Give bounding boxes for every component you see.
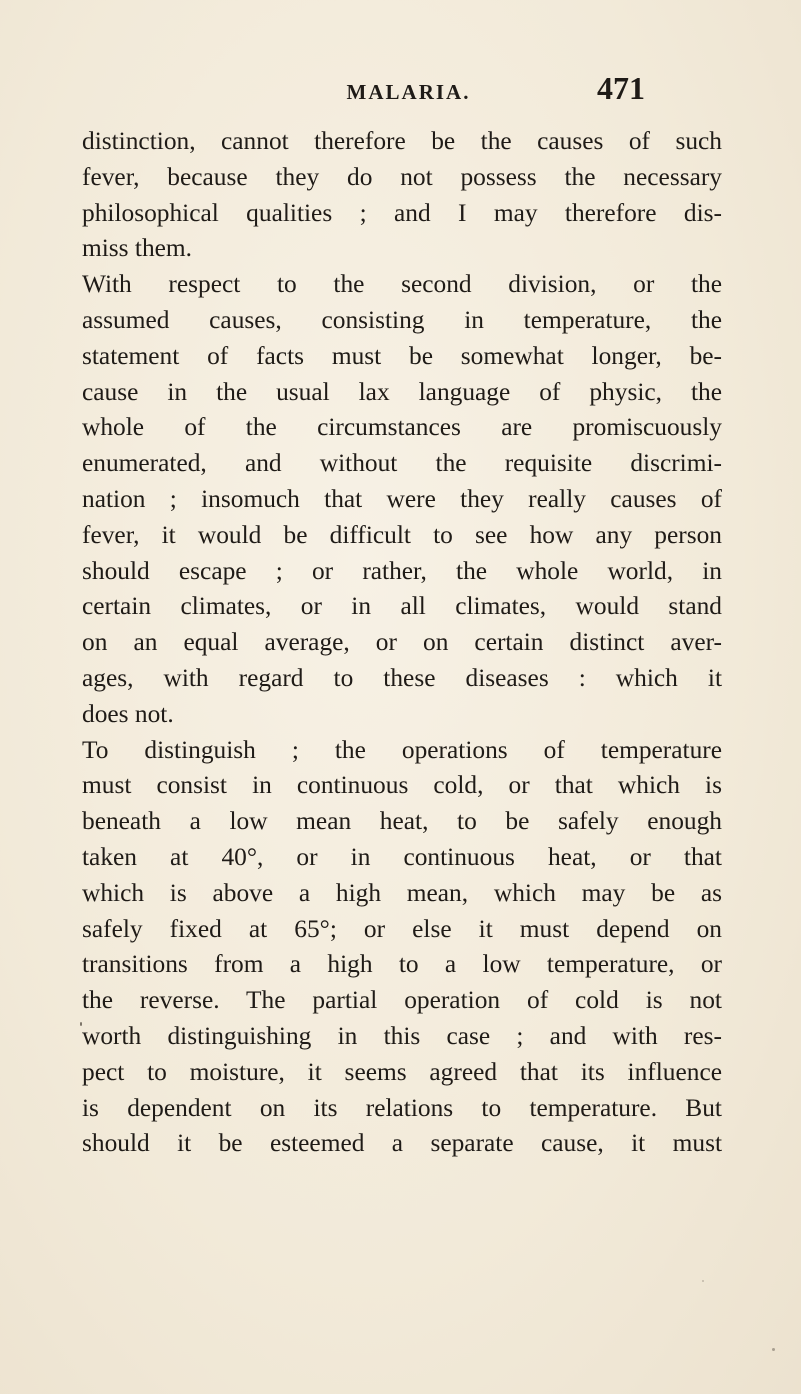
paper-speck bbox=[80, 1022, 82, 1026]
body-text bbox=[82, 124, 722, 1162]
text-line: To distinguish ; the operations of temperature bbox=[82, 735, 722, 764]
text-line: worth distinguishing in this case ; and with res- bbox=[82, 1021, 722, 1050]
page-number: 471 bbox=[597, 70, 645, 106]
text-line: is dependent on its relations to temperature. But bbox=[82, 1093, 722, 1122]
text-line: nation ; insomuch that were they really causes of bbox=[82, 484, 722, 513]
text-line: does not. bbox=[82, 699, 174, 728]
text-line: certain climates, or in all climates, would stand bbox=[82, 592, 722, 621]
text-line: must consist in continuous cold, or that which is bbox=[82, 771, 722, 800]
text-line: which is above a high mean, which may be as bbox=[82, 878, 722, 907]
text-line: should escape ; or rather, the whole world, in bbox=[82, 556, 722, 585]
text-line: should it be esteemed a separate cause, it must bbox=[82, 1129, 722, 1158]
text-line: statement of facts must be somewhat longer, be- bbox=[82, 341, 722, 370]
text-line: pect to moisture, it seems agreed that its influence bbox=[82, 1057, 722, 1086]
text-line: fever, it would be difficult to see how any person bbox=[82, 520, 722, 549]
paragraph bbox=[82, 124, 722, 267]
text-line: assumed causes, consisting in temperature, the bbox=[82, 305, 722, 334]
paragraph bbox=[82, 733, 722, 1163]
text-line: the reverse. The partial operation of cold is not bbox=[82, 986, 722, 1015]
text-line: philosophical qualities ; and I may therefore dis- bbox=[82, 198, 722, 227]
text-line: transitions from a high to a low temperature, or bbox=[82, 950, 722, 979]
text-line: taken at 40°, or in continuous heat, or that bbox=[82, 842, 722, 871]
running-title: MALARIA. bbox=[346, 80, 471, 104]
text-line: beneath a low mean heat, to be safely enough bbox=[82, 807, 722, 836]
text-line: on an equal average, or on certain distinct aver- bbox=[82, 628, 722, 657]
paper-speck bbox=[772, 1348, 775, 1351]
text-line: whole of the circumstances are promiscuously bbox=[82, 413, 722, 442]
text-line: cause in the usual lax language of physic, the bbox=[82, 377, 722, 406]
text-line: ages, with regard to these diseases : which it bbox=[82, 663, 722, 692]
text-line: fever, because they do not possess the necessary bbox=[82, 162, 722, 191]
text-line: safely fixed at 65°; or else it must depend on bbox=[82, 914, 722, 943]
text-line: enumerated, and without the requisite discrimi- bbox=[82, 449, 722, 478]
paper-speck bbox=[702, 1280, 704, 1282]
text-line: miss them. bbox=[82, 234, 193, 263]
paragraph bbox=[82, 267, 722, 732]
text-line: distinction, cannot therefore be the causes of such bbox=[82, 127, 722, 155]
text-line: With respect to the second division, or the bbox=[82, 270, 722, 299]
